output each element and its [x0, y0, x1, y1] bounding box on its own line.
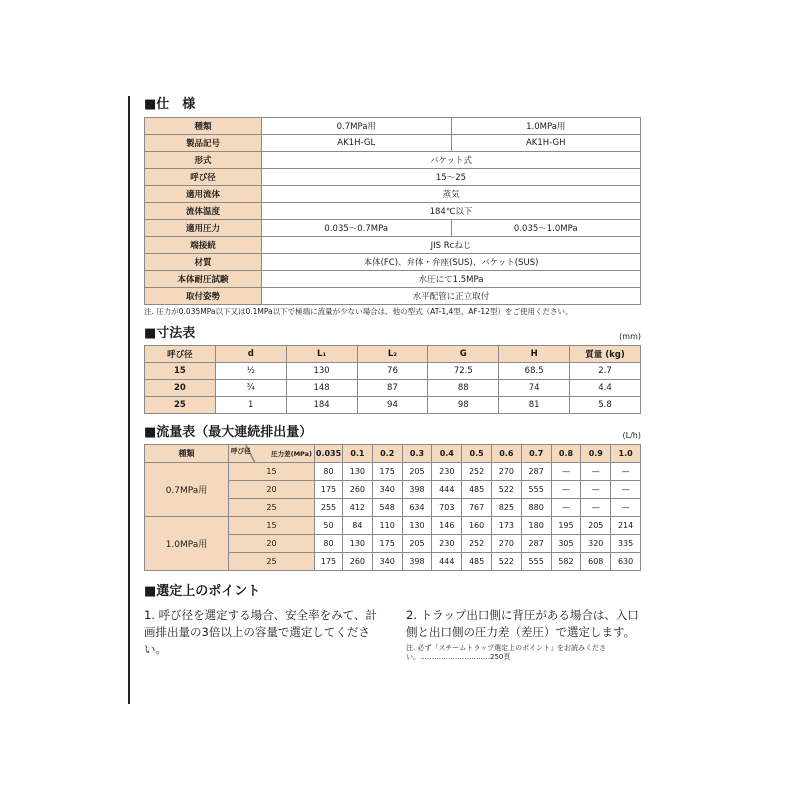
flow-cell: 160 — [462, 517, 492, 535]
spec-value: JIS Rcねじ — [262, 237, 641, 254]
point-column-2 — [406, 607, 641, 662]
flow-cell: 287 — [521, 535, 551, 553]
flow-cell: — — [581, 481, 611, 499]
flow-pressure-header: 0.035 — [315, 445, 343, 463]
spec-value: AK1H-GH — [451, 135, 641, 152]
dims-row — [145, 380, 641, 397]
flow-cell: 180 — [521, 517, 551, 535]
spec-note: 注. 圧力が0.035MPa以下又は0.1MPa以下で極端に流量が少ない場合は、他の型式（AT-1,4型、AF-12型）をご使用ください。 — [144, 307, 573, 316]
flow-cell: 80 — [315, 535, 343, 553]
dims-cell: ½ — [215, 363, 286, 380]
flow-cell: — — [581, 463, 611, 481]
flow-cell: 703 — [432, 499, 462, 517]
flow-cell: 260 — [343, 481, 373, 499]
flow-cell: 173 — [491, 517, 521, 535]
flow-pressure-header: 0.8 — [551, 445, 581, 463]
spec-value: 184℃以下 — [262, 203, 641, 220]
flow-cell: 548 — [372, 499, 402, 517]
spec-value: バケット式 — [262, 152, 641, 169]
flow-cell: 444 — [432, 481, 462, 499]
flow-cell: 80 — [315, 463, 343, 481]
dims-cell: 98 — [428, 397, 499, 414]
flow-cell: 522 — [491, 481, 521, 499]
spec-value: 蒸気 — [262, 186, 641, 203]
flow-cell: 130 — [343, 463, 373, 481]
flow-cell: 175 — [372, 535, 402, 553]
flow-cell: — — [581, 499, 611, 517]
dims-cell: 87 — [357, 380, 428, 397]
flow-cell: — — [551, 481, 581, 499]
spec-value: 1.0MPa用 — [451, 118, 641, 135]
flow-cell: 175 — [315, 553, 343, 571]
flow-cell: 146 — [432, 517, 462, 535]
spec-title: ■仕 様 — [144, 97, 196, 112]
flow-cell: 485 — [462, 553, 492, 571]
flow-table — [144, 444, 641, 571]
flow-size-axis-label: 呼び径 — [231, 447, 251, 455]
spec-row — [145, 169, 641, 186]
flow-diagonal-header — [229, 445, 315, 463]
dims-header: d — [215, 346, 286, 363]
dims-cell: 4.4 — [570, 380, 641, 397]
flow-pressure-header: 1.0 — [611, 445, 641, 463]
flow-cell: 205 — [402, 535, 432, 553]
dims-cell: 74 — [499, 380, 570, 397]
dims-unit: (mm) — [619, 332, 641, 341]
flow-cell: 195 — [551, 517, 581, 535]
dims-cell: 20 — [145, 380, 216, 397]
flow-pressure-header: 0.2 — [372, 445, 402, 463]
spec-label: 端接続 — [145, 237, 262, 254]
flow-cell: 444 — [432, 553, 462, 571]
spec-value: 0.035〜1.0MPa — [451, 220, 641, 237]
flow-cell: 230 — [432, 535, 462, 553]
flow-pressure-header: 0.5 — [462, 445, 492, 463]
dims-row — [145, 397, 641, 414]
flow-cell: 287 — [521, 463, 551, 481]
catalog-page — [144, 96, 641, 662]
flow-unit: (L/h) — [622, 431, 641, 440]
dims-header: 呼び径 — [145, 346, 216, 363]
spec-row — [145, 152, 641, 169]
spec-label: 適用流体 — [145, 186, 262, 203]
spec-row — [145, 135, 641, 152]
dims-cell: 184 — [286, 397, 357, 414]
flow-size: 20 — [229, 481, 315, 499]
flow-cell: 340 — [372, 553, 402, 571]
flow-row — [145, 517, 641, 535]
dims-title: ■寸法表 — [144, 326, 196, 341]
flow-cell: 767 — [462, 499, 492, 517]
flow-pressure-axis-label: 圧力差(MPa) — [271, 450, 312, 458]
dims-cell: 15 — [145, 363, 216, 380]
dims-header: L₂ — [357, 346, 428, 363]
spec-row — [145, 186, 641, 203]
flow-cell: 398 — [402, 481, 432, 499]
dims-cell: 88 — [428, 380, 499, 397]
flow-cell: — — [551, 463, 581, 481]
spec-row — [145, 254, 641, 271]
flow-pressure-header: 0.1 — [343, 445, 373, 463]
spec-label: 流体温度 — [145, 203, 262, 220]
dims-cell: 130 — [286, 363, 357, 380]
spec-label: 材質 — [145, 254, 262, 271]
flow-size: 15 — [229, 463, 315, 481]
dims-cell: ¾ — [215, 380, 286, 397]
dims-table — [144, 345, 641, 414]
flow-cell: 230 — [432, 463, 462, 481]
spec-label: 製品記号 — [145, 135, 262, 152]
flow-cell: 305 — [551, 535, 581, 553]
flow-cell: — — [611, 499, 641, 517]
flow-cell: 485 — [462, 481, 492, 499]
flow-pressure-header: 0.9 — [581, 445, 611, 463]
dims-cell: 72.5 — [428, 363, 499, 380]
flow-cell: 214 — [611, 517, 641, 535]
flow-cell: 260 — [343, 553, 373, 571]
dims-cell: 81 — [499, 397, 570, 414]
spec-value: 水平配管に正立取付 — [262, 288, 641, 305]
flow-cell: 582 — [551, 553, 581, 571]
flow-size: 15 — [229, 517, 315, 535]
spec-label: 本体耐圧試験 — [145, 271, 262, 288]
flow-cell: 252 — [462, 463, 492, 481]
flow-size: 20 — [229, 535, 315, 553]
flow-cell: 335 — [611, 535, 641, 553]
flow-cell: 555 — [521, 553, 551, 571]
dims-header: L₁ — [286, 346, 357, 363]
point-item-1: 1. 呼び径を選定する場合、安全率をみて、計画排出量の3倍以上の容量で選定してください。 — [144, 608, 377, 656]
flow-cell: 555 — [521, 481, 551, 499]
spec-value: 0.035〜0.7MPa — [262, 220, 452, 237]
dims-cell: 148 — [286, 380, 357, 397]
flow-cell: 205 — [581, 517, 611, 535]
flow-cell: 398 — [402, 553, 432, 571]
spec-value: 15〜25 — [262, 169, 641, 186]
spec-table — [144, 117, 641, 305]
dims-header: G — [428, 346, 499, 363]
flow-cell: 880 — [521, 499, 551, 517]
spec-row — [145, 118, 641, 135]
flow-title: ■流量表（最大連続排出量） — [144, 425, 313, 440]
dims-cell: 25 — [145, 397, 216, 414]
flow-pressure-header: 0.6 — [491, 445, 521, 463]
spec-label: 適用圧力 — [145, 220, 262, 237]
dims-cell: 76 — [357, 363, 428, 380]
point-item-2: 2. トラップ出口側に背圧がある場合は、入口側と出口側の圧力差（差圧）で選定します。 — [406, 608, 639, 639]
flow-cell: 634 — [402, 499, 432, 517]
spec-row — [145, 237, 641, 254]
spec-value: 水圧にて1.5MPa — [262, 271, 641, 288]
spec-row — [145, 288, 641, 305]
points-footnote: 注. 必ず「スチームトラップ選定上のポイント」をお読みください。…………………………250頁 — [406, 644, 607, 661]
flow-cell: 270 — [491, 535, 521, 553]
flow-cell: 255 — [315, 499, 343, 517]
left-margin-rule — [128, 96, 130, 704]
spec-value: 本体(FC)、弁体・弁座(SUS)、バケット(SUS) — [262, 254, 641, 271]
flow-cell: 205 — [402, 463, 432, 481]
dims-header: 質量 (kg) — [570, 346, 641, 363]
points-columns — [144, 607, 641, 662]
dims-cell: 68.5 — [499, 363, 570, 380]
flow-cell: 50 — [315, 517, 343, 535]
flow-row — [145, 463, 641, 481]
flow-size: 25 — [229, 553, 315, 571]
spec-label: 取付姿勢 — [145, 288, 262, 305]
flow-cell: 608 — [581, 553, 611, 571]
flow-cell: — — [611, 463, 641, 481]
dims-cell: 1 — [215, 397, 286, 414]
flow-cell: 175 — [315, 481, 343, 499]
flow-cell: 130 — [343, 535, 373, 553]
spec-label: 種類 — [145, 118, 262, 135]
flow-cell: — — [611, 481, 641, 499]
dims-cell: 5.8 — [570, 397, 641, 414]
flow-kind: 1.0MPa用 — [145, 517, 229, 571]
flow-cell: 130 — [402, 517, 432, 535]
flow-cell: 825 — [491, 499, 521, 517]
dims-header: H — [499, 346, 570, 363]
spec-value: AK1H-GL — [262, 135, 452, 152]
flow-pressure-header: 0.7 — [521, 445, 551, 463]
flow-cell: — — [551, 499, 581, 517]
flow-cell: 175 — [372, 463, 402, 481]
flow-size: 25 — [229, 499, 315, 517]
flow-cell: 110 — [372, 517, 402, 535]
flow-cell: 630 — [611, 553, 641, 571]
flow-cell: 270 — [491, 463, 521, 481]
spec-label: 呼び径 — [145, 169, 262, 186]
flow-pressure-header: 0.3 — [402, 445, 432, 463]
flow-kind: 0.7MPa用 — [145, 463, 229, 517]
flow-cell: 84 — [343, 517, 373, 535]
flow-cell: 412 — [343, 499, 373, 517]
flow-cell: 320 — [581, 535, 611, 553]
flow-cell: 340 — [372, 481, 402, 499]
spec-row — [145, 203, 641, 220]
dims-cell: 2.7 — [570, 363, 641, 380]
spec-value: 0.7MPa用 — [262, 118, 452, 135]
flow-kind-header: 種類 — [145, 445, 229, 463]
spec-row — [145, 271, 641, 288]
dims-row — [145, 363, 641, 380]
dims-cell: 94 — [357, 397, 428, 414]
spec-row — [145, 220, 641, 237]
flow-cell: 522 — [491, 553, 521, 571]
points-title: ■選定上のポイント — [144, 584, 261, 599]
flow-pressure-header: 0.4 — [432, 445, 462, 463]
spec-label: 形式 — [145, 152, 262, 169]
flow-cell: 252 — [462, 535, 492, 553]
